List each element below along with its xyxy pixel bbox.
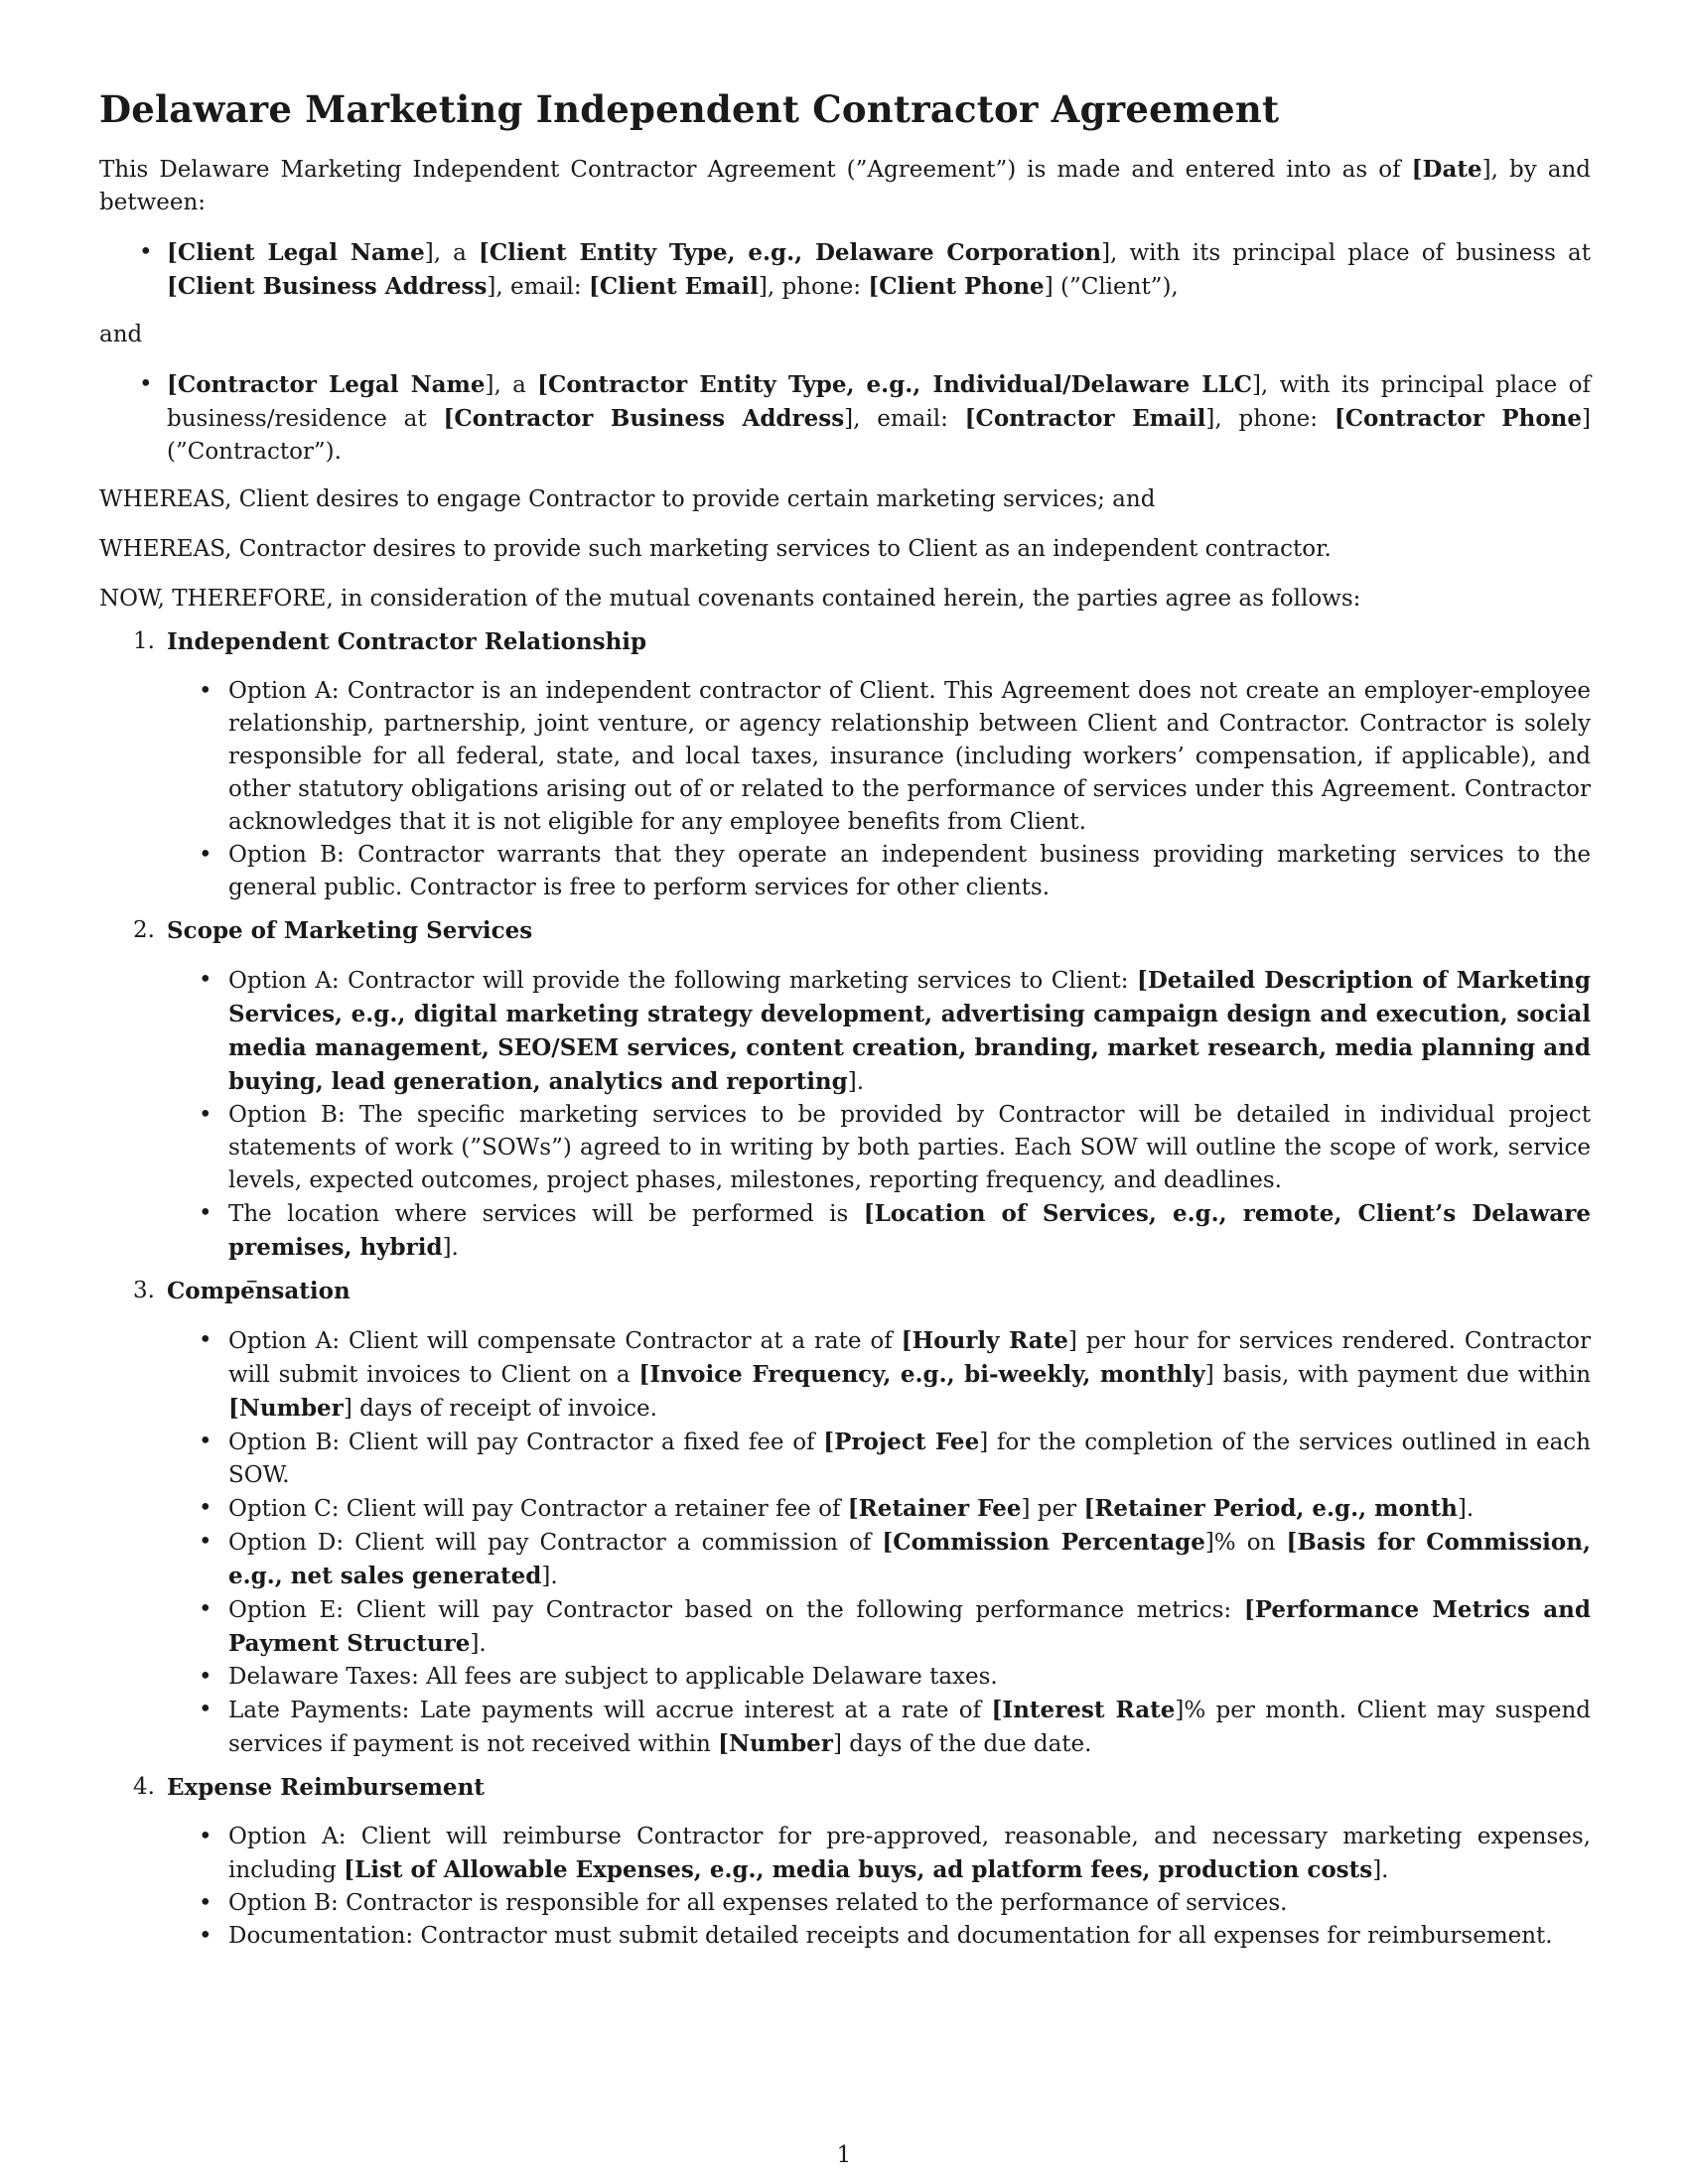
section: [99, 1275, 1591, 1761]
option-item: [99, 1197, 1591, 1265]
text-run: ] for the completion of the services outlined in each SOW.: [228, 1430, 1591, 1488]
sections-list: [99, 625, 1591, 1953]
placeholder-field: [Number: [228, 1395, 344, 1422]
text-run: ] days of receipt of invoice.: [343, 1396, 657, 1422]
text-run: ] days of the due date.: [832, 1731, 1092, 1757]
section-title: Independent Contractor Relationship: [167, 628, 647, 655]
placeholder-field: [Basis for Commission, e.g., net sales generated: [228, 1529, 1591, 1589]
text-run: ].: [1457, 1496, 1475, 1522]
placeholder-field: [Client Entity Type, e.g., Delaware Corporation: [478, 239, 1102, 266]
option-item: [99, 1887, 1591, 1920]
text-run: Option A: Contractor will provide the following marketing services to Client:: [228, 968, 1137, 994]
text-run: ], phone:: [1205, 406, 1335, 432]
option-item: [99, 1324, 1591, 1426]
section-number: 4.: [133, 1774, 155, 1800]
option-list: [99, 1324, 1591, 1761]
section-number: 1.: [133, 628, 155, 654]
recital: WHEREAS, Contractor desires to provide such marketing services to Client as an independent contractor.: [99, 536, 1332, 562]
text-run: This Delaware Marketing Independent Contractor Agreement (”Agreement”) is made and entered into as of: [99, 157, 1412, 183]
text-run: Option B: Contractor warrants that they operate an independent business providing marketing services to the general public. Contractor is free to perform services for other clients.: [228, 842, 1591, 900]
text-run: Option E: Client will pay Contractor based on the following performance metrics:: [228, 1597, 1244, 1623]
option-list: [99, 1821, 1591, 1953]
party-list-client: [99, 236, 1591, 304]
option-item: [99, 1920, 1591, 1953]
placeholder-field: [List of Allowable Expenses, e.g., media buys, ad platform fees, production costs: [344, 1856, 1373, 1883]
text-run: Option A: Client will reimburse Contractor for pre-approved, reasonable, and necessary marketing expenses, including: [228, 1824, 1591, 1883]
text-run: ].: [1372, 1857, 1389, 1883]
section-number: 3.: [133, 1278, 155, 1303]
placeholder-field: [Commission Percentage: [882, 1529, 1205, 1556]
placeholder-field: [Number: [718, 1730, 833, 1757]
party-list-contractor: [99, 368, 1591, 469]
text-run: ] per: [1021, 1496, 1084, 1522]
option-item: [99, 675, 1591, 839]
placeholder-field: [Performance Metrics and Payment Structure: [228, 1596, 1591, 1657]
placeholder-field: [Invoice Frequency, e.g., bi-weekly, monthly: [638, 1361, 1205, 1388]
placeholder-field: [Detailed Description of Marketing Services, e.g., digital marketing strategy development, advertising campaign design and execution, social media management, SEO/SEM services, content creation, branding, market research, media planning and buying, lead generation, analytics and reporting: [228, 967, 1591, 1095]
text-run: ], phone:: [758, 274, 869, 300]
placeholder-field: [Client Phone: [868, 273, 1045, 300]
option-item: [99, 1593, 1591, 1661]
option-list: [99, 675, 1591, 904]
placeholder-field: [Client Email: [588, 273, 759, 300]
placeholder-field: [Client Legal Name: [167, 239, 425, 266]
text-run: Option C: Client will pay Contractor a retainer fee of: [228, 1496, 848, 1522]
text-run: ], email:: [487, 274, 589, 300]
placeholder-field: [Contractor Business Address: [443, 405, 845, 432]
text-run: ]% on: [1204, 1530, 1287, 1556]
text-run: Option A: Contractor is an independent contractor of Client. This Agreement does not create an employer-employee relationship, partnership, joint venture, or agency relationship between Client and Contractor. Contractor is solely responsible for all federal, state, and local taxes, insurance (including workers’ compensation, if applicable), and other statutory obligations arising out of or related to the performance of services under this Agreement. Contractor acknowledges that it is not eligible for any employee benefits from Client.: [228, 678, 1591, 835]
section-heading: [99, 625, 1591, 658]
recital: NOW, THEREFORE, in consideration of the mutual covenants contained herein, the parties agree as follows:: [99, 586, 1361, 612]
text-run: ], by and between:: [99, 157, 1592, 215]
placeholder-field: [Contractor Legal Name: [167, 371, 486, 398]
text-run: Delaware Taxes: All fees are subject to applicable Delaware taxes.: [228, 1664, 998, 1690]
placeholder-field: [Contractor Entity Type, e.g., Individual/Delaware LLC: [537, 371, 1252, 398]
text-run: Option D: Client will pay Contractor a commission of: [228, 1530, 883, 1556]
placeholder-field: [Client Business Address: [167, 273, 488, 300]
page-number: 1: [836, 2142, 852, 2168]
placeholder-field: [Interest Rate: [991, 1697, 1176, 1723]
section: [99, 1771, 1591, 1953]
section-title: Compensation: [167, 1278, 351, 1304]
text-run: Option B: Client will pay Contractor a fixed fee of: [228, 1430, 824, 1455]
text-run: Option B: The specific marketing services to be provided by Contractor will be detailed in individual project statements of work (”SOWs”) agreed to in writing by both parties. Each SOW will outline the scope of work, service levels, expected outcomes, project phases, milestones, reporting frequency, and deadlines.: [228, 1102, 1591, 1193]
text-run: ].: [847, 1069, 865, 1095]
document-page: [99, 0, 1591, 1963]
text-run: ] (”Contractor”).: [167, 406, 1592, 465]
text-run: ] (”Client”),: [1044, 274, 1179, 300]
option-item: [99, 1821, 1591, 1887]
text-run: ], with its principal place of business at: [1101, 240, 1592, 266]
text-run: ], with its principal place of business/residence at: [167, 372, 1591, 432]
section-title: Expense Reimbursement: [167, 1774, 485, 1801]
text-run: ]% per month. Client may suspend services if payment is not received within: [228, 1698, 1591, 1757]
text-run: Option A: Client will compensate Contractor at a rate of: [228, 1328, 902, 1354]
party-contractor: [99, 368, 1591, 469]
text-run: Documentation: Contractor must submit detailed receipts and documentation for all expenses for reimbursement.: [228, 1923, 1553, 1949]
text-run: ], a: [424, 240, 479, 266]
text-run: ].: [470, 1631, 487, 1657]
option-item: [99, 1492, 1591, 1526]
party-client: [99, 236, 1591, 304]
option-item: [99, 1426, 1591, 1492]
text-run: Option B: Contractor is responsible for all expenses related to the performance of services.: [228, 1890, 1288, 1916]
option-item: [99, 964, 1591, 1099]
text-run: ] basis, with payment due within: [1204, 1362, 1592, 1388]
placeholder-field: [Retainer Period, e.g., month: [1083, 1495, 1458, 1522]
document-title: Delaware Marketing Independent Contractor Agreement: [99, 87, 1280, 131]
section-heading: [99, 914, 1591, 947]
text-run: ].: [442, 1235, 459, 1261]
placeholder-field: [Date: [1411, 156, 1482, 183]
option-item: [99, 839, 1591, 904]
and-text: and: [99, 322, 143, 347]
text-run: Late Payments: Late payments will accrue interest at a rate of: [228, 1698, 992, 1723]
section-number: 2.: [133, 917, 155, 943]
section: [99, 914, 1591, 1265]
section-heading: [99, 1275, 1591, 1307]
placeholder-field: [Contractor Phone: [1334, 405, 1583, 432]
placeholder-field: [Hourly Rate: [901, 1327, 1068, 1354]
text-run: The location where services will be performed is: [228, 1201, 864, 1227]
placeholder-field: [Contractor Email: [964, 405, 1206, 432]
section-heading: [99, 1771, 1591, 1804]
option-item: [99, 1526, 1591, 1593]
recital: WHEREAS, Client desires to engage Contractor to provide certain marketing services; and: [99, 486, 1156, 512]
placeholder-field: [Location of Services, e.g., remote, Client’s Delaware premises, hybrid: [228, 1200, 1591, 1261]
option-list: [99, 964, 1591, 1265]
section: [99, 625, 1591, 904]
section-title: Scope of Marketing Services: [167, 917, 533, 944]
text-run: ].: [541, 1564, 558, 1589]
intro-paragraph: [99, 153, 1591, 219]
option-item: [99, 1694, 1591, 1761]
text-run: ], email:: [844, 406, 965, 432]
text-run: ] per hour for services rendered. Contractor will submit invoices to Client on a: [228, 1328, 1591, 1388]
placeholder-field: [Retainer Fee: [847, 1495, 1022, 1522]
option-item: [99, 1661, 1591, 1694]
placeholder-field: [Project Fee: [823, 1429, 980, 1455]
option-item: [99, 1099, 1591, 1197]
text-run: ], a: [485, 372, 538, 398]
